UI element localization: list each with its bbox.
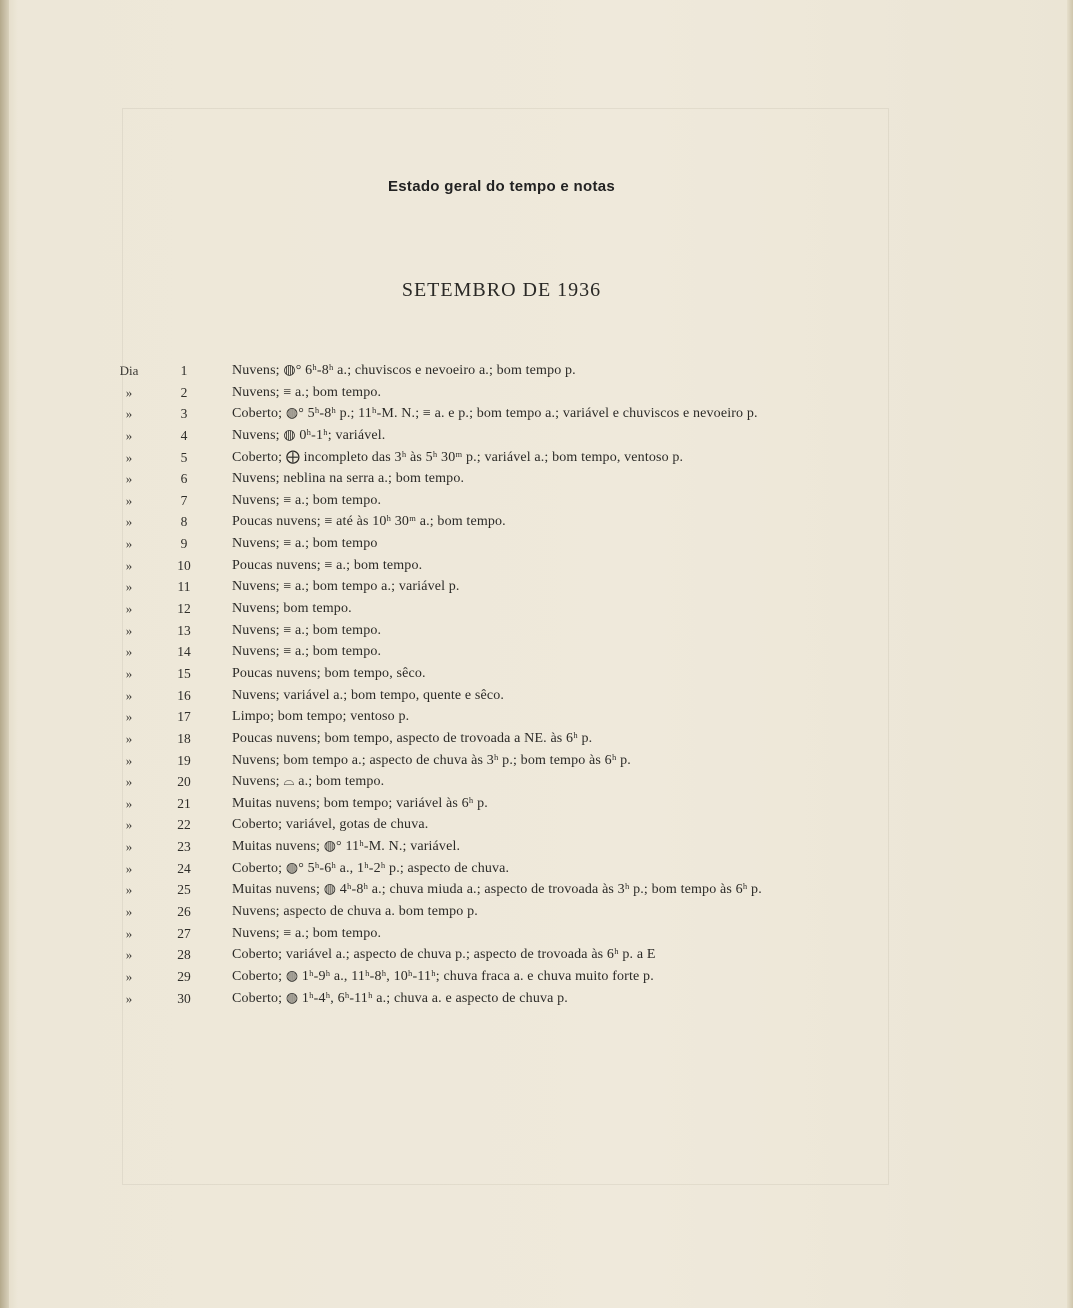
day-number: 27 [177,925,191,941]
day-number: 7 [180,492,188,508]
day-number: 10 [177,557,191,573]
day-label: » [125,925,133,941]
day-entry-row [0,707,1073,729]
day-entry-row [0,599,1073,621]
day-weather-note: Nuvens; bom tempo. [232,601,352,617]
day-entry-row [0,426,1073,448]
day-number: 13 [177,622,191,638]
day-entry-row [0,577,1073,599]
day-label: » [125,579,133,595]
day-weather-note: Nuvens; ≡ a.; bom tempo [232,536,378,552]
day-label: » [125,730,133,746]
day-label: » [125,536,133,552]
day-entry-row [0,989,1073,1011]
day-weather-note: Muitas nuvens; bom tempo; variável às 6ʰ p. [232,795,488,811]
day-weather-note: Coberto; variável, gotas de chuva. [232,817,429,833]
day-number: 8 [180,514,188,530]
day-entry-row [0,469,1073,491]
day-label: » [125,449,133,465]
day-label: » [125,471,133,487]
day-number: 30 [177,990,191,1006]
page-heading: Estado geral do tempo e notas [387,178,616,195]
day-weather-note: Nuvens; ≡ a.; bom tempo. [232,644,382,660]
day-number: 14 [177,644,191,660]
day-entry-row [0,859,1073,881]
day-weather-note: Nuvens; ≡ a.; bom tempo. [232,492,382,508]
day-entry-row [0,686,1073,708]
day-entry-row [0,448,1073,470]
day-number: 16 [177,687,191,703]
day-label: » [125,406,133,422]
day-number: 24 [177,860,191,876]
day-entry-row [0,924,1073,946]
day-weather-note: Poucas nuvens; ≡ a.; bom tempo. [232,557,423,573]
day-label: » [125,795,133,811]
day-label: » [125,709,133,725]
day-number: 20 [177,774,191,790]
daily-notes-list [0,361,1073,1010]
day-label: » [125,839,133,855]
day-label: » [125,882,133,898]
day-number: 6 [180,471,188,487]
day-number: 11 [177,579,191,595]
day-weather-note: Coberto; ◍° 5ʰ-8ʰ p.; 11ʰ-M. N.; ≡ a. e p.; bom tempo a.; variável e chuviscos e nevoeiro p. [232,406,758,422]
day-label: » [125,427,133,443]
day-number: 29 [177,968,191,984]
day-label: » [125,601,133,617]
day-weather-note: Nuvens; ≡ a.; bom tempo a.; variável p. [232,579,460,595]
day-number: 25 [177,882,191,898]
day-label: Dia [119,363,139,378]
day-label: » [125,384,133,400]
day-weather-note: Nuvens; ⌓ a.; bom tempo. [232,774,385,790]
day-entry-row [0,621,1073,643]
day-number: 2 [180,384,188,400]
day-weather-note: Poucas nuvens; ≡ até às 10ʰ 30ᵐ a.; bom tempo. [232,514,506,530]
day-number: 28 [177,947,191,963]
day-weather-note: Coberto; ◍ 1ʰ-4ʰ, 6ʰ-11ʰ a.; chuva a. e aspecto de chuva p. [232,990,568,1006]
day-weather-note: Poucas nuvens; bom tempo, aspecto de trovoada a NE. às 6ʰ p. [232,730,593,746]
day-label: » [125,687,133,703]
day-entry-row [0,556,1073,578]
day-entry-row [0,491,1073,513]
day-number: 17 [177,709,191,725]
day-number: 12 [177,601,191,617]
day-weather-note: Muitas nuvens; ◍ 4ʰ-8ʰ a.; chuva miuda a.; aspecto de trovoada às 3ʰ p.; bom tempo às 6ʰ p. [232,882,762,898]
day-entry-row [0,837,1073,859]
day-weather-note: Nuvens; variável a.; bom tempo, quente e sêco. [232,687,505,703]
day-number: 9 [180,536,188,552]
day-label: » [125,860,133,876]
day-number: 1 [180,363,188,378]
day-number: 26 [177,904,191,920]
month-title: SETEMBRO DE 1936 [401,279,602,301]
day-weather-note: Limpo; bom tempo; ventoso p. [232,709,410,725]
day-entry-row [0,880,1073,902]
day-entry-row [0,534,1073,556]
day-entry-row [0,772,1073,794]
day-weather-note: Nuvens; ≡ a.; bom tempo. [232,622,382,638]
day-entry-row [0,512,1073,534]
day-number: 23 [177,839,191,855]
day-label: » [125,904,133,920]
day-number: 19 [177,752,191,768]
day-label: » [125,644,133,660]
day-entry-row [0,967,1073,989]
day-label: » [125,990,133,1006]
day-label: » [125,622,133,638]
day-weather-note: Coberto; ⨁ incompleto das 3ʰ às 5ʰ 30ᵐ p.; variável a.; bom tempo, ventoso p. [232,449,684,465]
day-label: » [125,752,133,768]
day-entry-row [0,815,1073,837]
day-entry-row [0,404,1073,426]
day-weather-note: Coberto; ◍° 5ʰ-6ʰ a., 1ʰ-2ʰ p.; aspecto de chuva. [232,860,510,876]
day-entry-row [0,642,1073,664]
day-entry-row [0,945,1073,967]
day-weather-note: Coberto; variável a.; aspecto de chuva p.; aspecto de trovoada às 6ʰ p. a E [232,947,656,963]
day-weather-note: Nuvens; neblina na serra a.; bom tempo. [232,471,465,487]
day-entry-row [0,383,1073,405]
day-entry-row [0,664,1073,686]
day-entry-row [0,361,1073,383]
day-weather-note: Nuvens; ≡ a.; bom tempo. [232,384,382,400]
day-weather-note: Nuvens; ◍ 0ʰ-1ʰ; variável. [232,427,386,443]
day-weather-note: Poucas nuvens; bom tempo, sêco. [232,665,426,681]
day-weather-note: Muitas nuvens; ◍° 11ʰ-M. N.; variável. [232,839,461,855]
day-weather-note: Nuvens; ≡ a.; bom tempo. [232,925,382,941]
day-entry-row [0,902,1073,924]
day-label: » [125,817,133,833]
day-entry-row [0,751,1073,773]
day-weather-note: Nuvens; bom tempo a.; aspecto de chuva às 3ʰ p.; bom tempo às 6ʰ p. [232,752,631,768]
day-weather-note: Nuvens; ◍° 6ʰ-8ʰ a.; chuviscos e nevoeiro a.; bom tempo p. [232,363,576,378]
day-number: 3 [180,406,188,422]
day-number: 4 [180,427,188,443]
day-label: » [125,947,133,963]
day-entry-row [0,794,1073,816]
day-label: » [125,514,133,530]
day-label: » [125,774,133,790]
day-number: 21 [177,795,191,811]
day-number: 5 [180,449,188,465]
day-number: 18 [177,730,191,746]
day-number: 22 [177,817,191,833]
day-label: » [125,492,133,508]
day-weather-note: Nuvens; aspecto de chuva a. bom tempo p. [232,904,478,920]
day-number: 15 [177,665,191,681]
day-label: » [125,665,133,681]
day-entry-row [0,729,1073,751]
day-label: » [125,557,133,573]
day-label: » [125,968,133,984]
day-weather-note: Coberto; ◍ 1ʰ-9ʰ a., 11ʰ-8ʰ, 10ʰ-11ʰ; chuva fraca a. e chuva muito forte p. [232,968,654,984]
